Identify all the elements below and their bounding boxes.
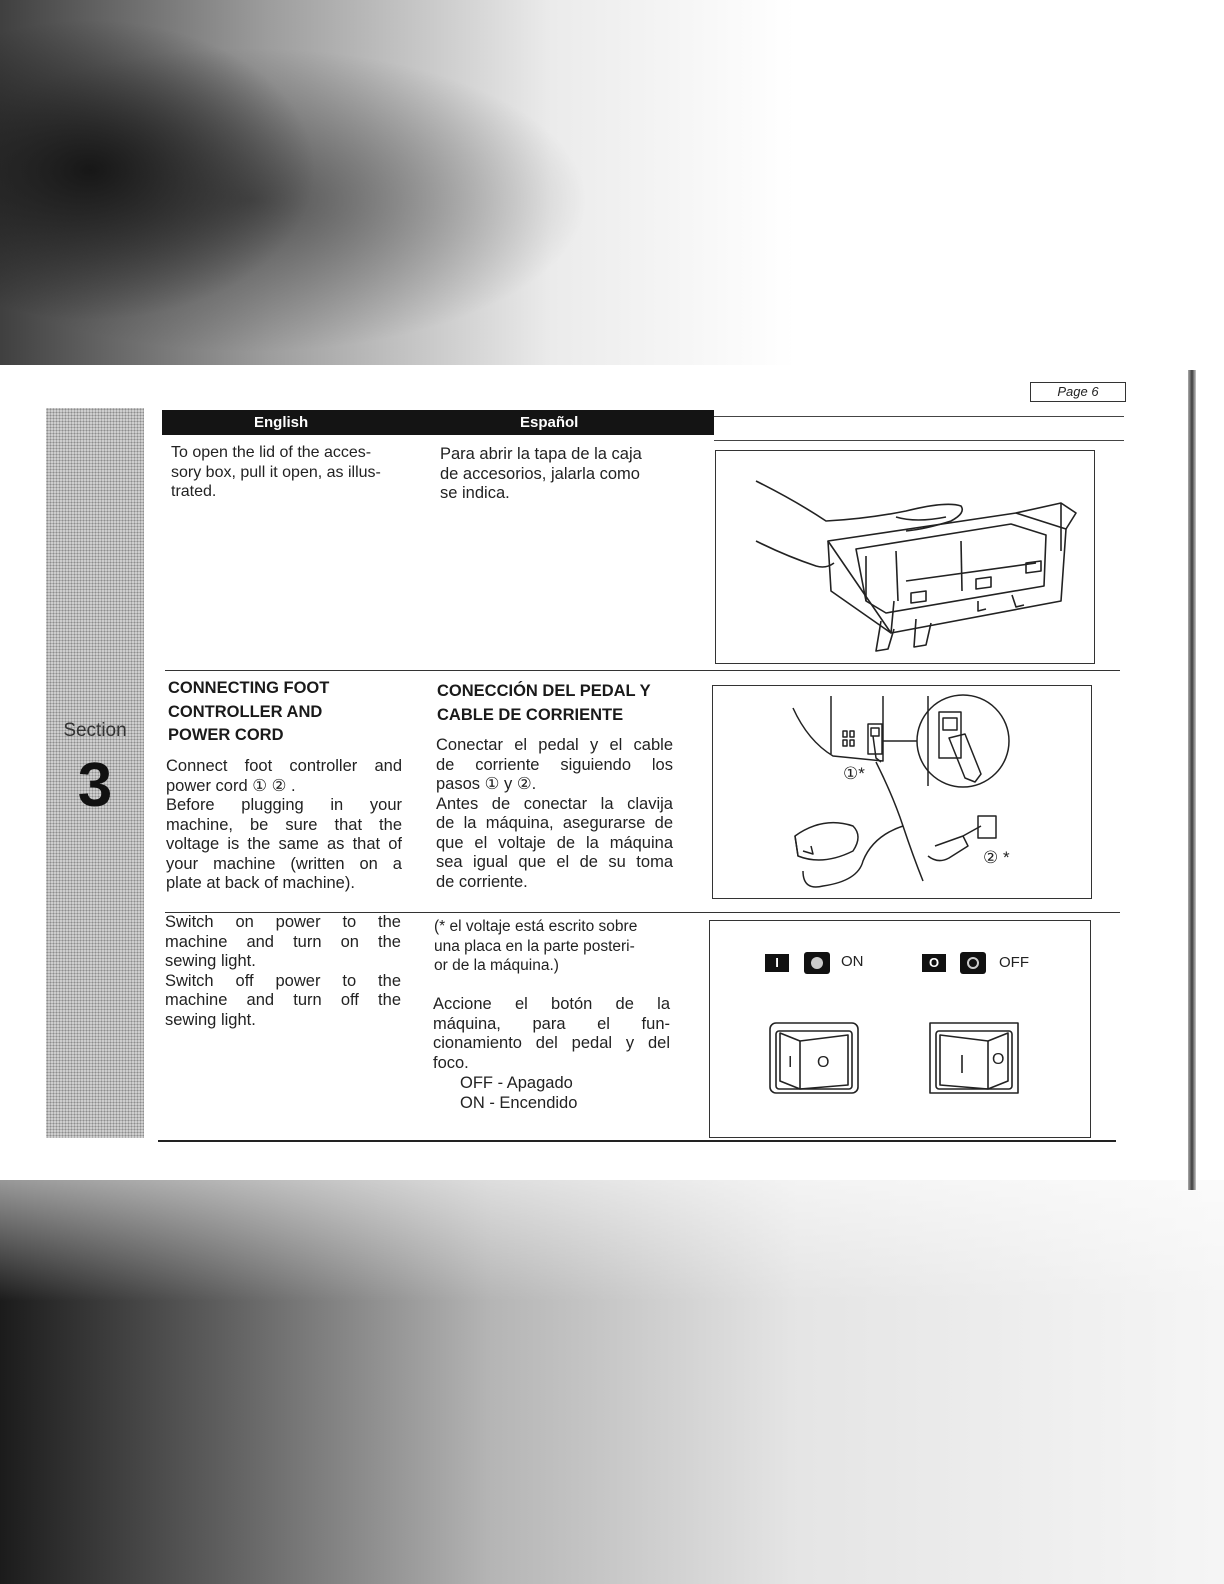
- row2-english-text: [166, 757, 402, 894]
- scan-shadow-bottom: [0, 1180, 1224, 1584]
- text-line: plate at back of machine).: [166, 874, 355, 892]
- text-line: Conectar el pedal y el cable: [436, 736, 673, 754]
- step2-label: ② *: [983, 848, 1010, 867]
- state-on-text: ON - Encendido: [460, 1093, 578, 1112]
- text-line: voltage is the same as that of: [166, 835, 402, 853]
- text-line: To open the lid of the acces-: [171, 444, 372, 461]
- off-label: OFF: [999, 954, 1029, 971]
- text-line: sewing light.: [165, 952, 256, 970]
- page-number: Page 6: [1030, 382, 1126, 402]
- step1-label: ①*: [843, 764, 865, 783]
- header-english: English: [254, 414, 309, 431]
- row3-english-text: [165, 913, 401, 1030]
- text-line: or de la máquina.): [434, 957, 559, 974]
- text-line: máquina, para el fun-: [433, 1014, 670, 1033]
- text-line: machine, be sure that the: [166, 815, 402, 834]
- text-line: pasos ① y ②.: [436, 775, 537, 793]
- language-header-bar: [162, 410, 714, 435]
- power-switch-illustration: [709, 920, 1091, 1138]
- text-line: sory box, pull it open, as illus-: [171, 463, 381, 481]
- accessory-box-drawing: [716, 451, 1094, 663]
- text-line: (* el voltaje está escrito sobre: [434, 918, 638, 935]
- row3-spanish-note: [434, 917, 684, 976]
- power-cord-drawing: [713, 686, 1091, 898]
- text-line: cionamiento del pedal y del: [433, 1034, 670, 1052]
- rocker-on-i-mark: I: [788, 1054, 793, 1071]
- row2-spanish-text: [436, 736, 673, 892]
- bottom-rule: [158, 1140, 1116, 1142]
- row3-spanish-text: [433, 995, 670, 1073]
- state-off-text: OFF - Apagado: [460, 1074, 573, 1092]
- text-line: Before plugging in your: [166, 796, 402, 814]
- row1-english-text: [171, 443, 411, 502]
- text-line: Para abrir la tapa de la caja: [440, 445, 642, 463]
- text-line: Antes de conectar la clavija: [436, 794, 673, 813]
- text-line: Connect foot controller and: [166, 757, 402, 775]
- text-line: Switch on power to the: [165, 913, 401, 931]
- row-divider-1: [165, 670, 1120, 671]
- rocker-on-o-mark: O: [817, 1054, 830, 1071]
- power-on-symbol: I: [765, 954, 789, 972]
- text-line: de accesorios, jalarla como: [440, 464, 640, 483]
- section-number: 3: [77, 751, 113, 820]
- scan-edge-right: [1188, 370, 1196, 1190]
- row1-spanish-text: [440, 445, 690, 504]
- text-line: de la máquina, asegurarse de: [436, 814, 673, 832]
- text-line: machine and turn off the: [165, 991, 401, 1009]
- text-line: Accione el botón de la: [433, 995, 670, 1013]
- text-line: sewing light.: [165, 1010, 256, 1029]
- text-line: se indica.: [440, 484, 510, 502]
- row2-english-heading: CONNECTING FOOT CONTROLLER AND POWER CORD: [168, 679, 330, 744]
- header-spanish: Español: [520, 414, 579, 431]
- text-line: machine and turn on the: [165, 932, 401, 951]
- section-label: Section: [63, 720, 127, 741]
- rocker-off-o-mark: O: [992, 1051, 1005, 1068]
- rocker-switch-drawing: [710, 921, 1090, 1137]
- text-line: power cord ① ② .: [166, 776, 296, 795]
- on-label: ON: [841, 953, 864, 970]
- row3-switch-states: [460, 1074, 660, 1113]
- scan-shadow-top: [0, 0, 1224, 365]
- text-line: que el voltaje de la máquina: [436, 833, 673, 852]
- text-line: Switch off power to the: [165, 971, 401, 990]
- text-line: sea igual que el de su toma: [436, 853, 673, 871]
- text-line: foco.: [433, 1053, 469, 1072]
- text-line: de corriente.: [436, 872, 528, 891]
- row2-spanish-heading: CONECCIÓN DEL PEDAL Y CABLE DE CORRIENTE: [437, 682, 651, 724]
- text-line: trated.: [171, 483, 217, 500]
- text-line: your machine (written on a: [166, 854, 402, 873]
- power-off-symbol: O: [922, 954, 946, 972]
- header-rule-lower: [714, 440, 1124, 441]
- header-rule: [714, 416, 1124, 417]
- text-line: una placa en la parte posteri-: [434, 937, 635, 955]
- accessory-box-illustration: [715, 450, 1095, 664]
- power-cord-illustration: [712, 685, 1092, 899]
- text-line: de corriente siguiendo los: [436, 755, 673, 774]
